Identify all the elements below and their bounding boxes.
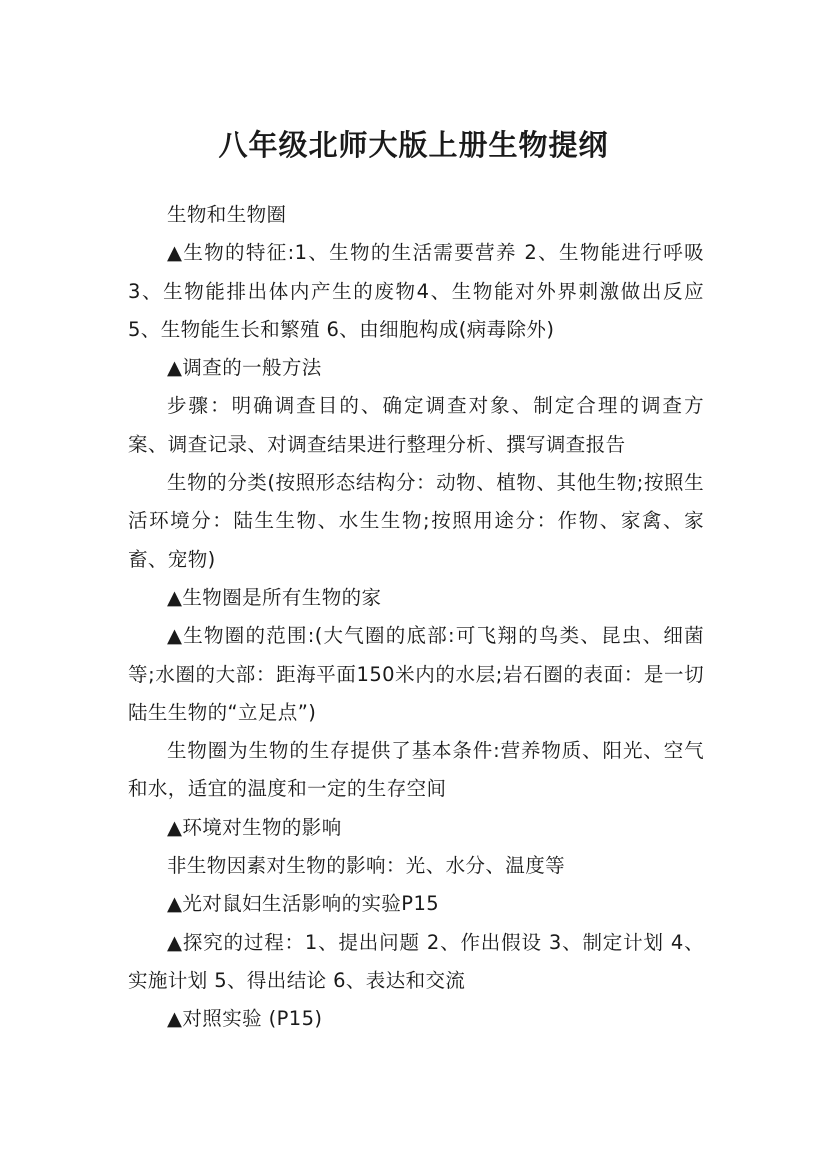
paragraph: 生物和生物圈 <box>167 203 287 226</box>
paragraph: ▲环境对生物的影响 <box>167 815 342 839</box>
document-body <box>128 196 704 1039</box>
paragraph: 生物的分类(按照形态结构分：动物、植物、其他生物;按照生活环境分：陆生生物、水生生物;按照用途分：作物、家禽、家畜、宠物) <box>128 471 704 571</box>
paragraph: ▲生物圈的范围:(大气圈的底部:可飞翔的鸟类、昆虫、细菌等;水圈的大部：距海平面150米内的水层;岩石圈的表面：是一切陆生生物的“立足点”) <box>128 624 704 724</box>
paragraph: ▲生物圈是所有生物的家 <box>167 585 382 609</box>
paragraph: ▲光对鼠妇生活影响的实验P15 <box>167 892 440 916</box>
paragraph: 非生物因素对生物的影响：光、水分、温度等 <box>167 854 566 878</box>
paragraph: ▲对照实验 (P15) <box>167 1007 323 1031</box>
paragraph: 生物圈为生物的生存提供了基本条件:营养物质、阳光、空气和水，适宜的温度和一定的生存空间 <box>128 739 704 801</box>
paragraph: ▲探究的过程：1、提出问题 2、作出假设 3、制定计划 4、实施计划 5、得出结论 6、表达和交流 <box>128 930 704 992</box>
paragraph: ▲调查的一般方法 <box>167 356 322 380</box>
paragraph: 步骤：明确调查目的、确定调查对象、制定合理的调查方案、调查记录、对调查结果进行整理分析、撰写调查报告 <box>128 394 704 456</box>
paragraph: ▲生物的特征:1、生物的生活需要营养 2、生物能进行呼吸 3、生物能排出体内产生的废物4、生物能对外界刺激做出反应 5、生物能生长和繁殖 6、由细胞构成(病毒除外) <box>128 241 704 341</box>
document-title: 八年级北师大版上册生物提纲 <box>218 128 609 163</box>
